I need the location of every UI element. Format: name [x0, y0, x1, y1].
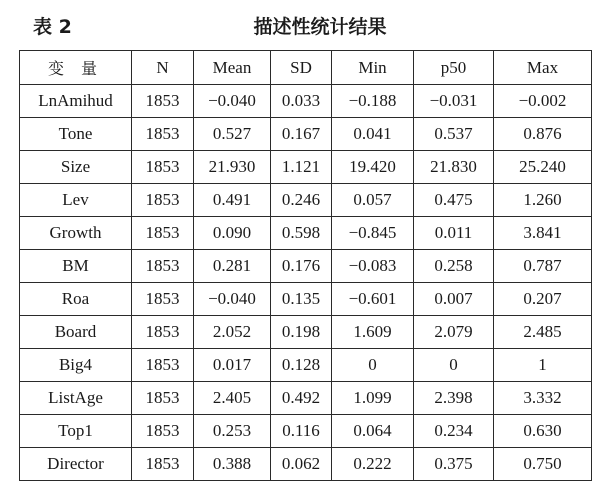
cell-sd: 0.033: [271, 85, 332, 118]
cell-mean: 0.281: [194, 250, 271, 283]
header-sd: SD: [271, 51, 332, 85]
cell-sd: 0.062: [271, 448, 332, 481]
cell-variable: Growth: [20, 217, 132, 250]
cell-p50: 0.375: [414, 448, 494, 481]
cell-sd: 0.198: [271, 316, 332, 349]
cell-sd: 0.128: [271, 349, 332, 382]
cell-max: 0.787: [494, 250, 592, 283]
cell-mean: 0.253: [194, 415, 271, 448]
cell-mean: 0.017: [194, 349, 271, 382]
table-row: [20, 283, 592, 316]
cell-sd: 1.121: [271, 151, 332, 184]
table-row: [20, 118, 592, 151]
table-row: [20, 316, 592, 349]
header-min: Min: [332, 51, 414, 85]
header-mean: Mean: [194, 51, 271, 85]
cell-min: 0.057: [332, 184, 414, 217]
cell-variable: Top1: [20, 415, 132, 448]
header-max: Max: [494, 51, 592, 85]
cell-p50: 2.079: [414, 316, 494, 349]
cell-max: 0.630: [494, 415, 592, 448]
cell-n: 1853: [132, 250, 194, 283]
cell-mean: −0.040: [194, 85, 271, 118]
cell-mean: 2.405: [194, 382, 271, 415]
cell-mean: 0.388: [194, 448, 271, 481]
cell-mean: 21.930: [194, 151, 271, 184]
cell-max: 0.207: [494, 283, 592, 316]
cell-mean: 0.491: [194, 184, 271, 217]
table-title: 描述性统计结果: [253, 16, 387, 38]
cell-max: 2.485: [494, 316, 592, 349]
table-row: [20, 415, 592, 448]
cell-n: 1853: [132, 349, 194, 382]
cell-min: 19.420: [332, 151, 414, 184]
header-n: N: [132, 51, 194, 85]
cell-sd: 0.176: [271, 250, 332, 283]
cell-variable: BM: [20, 250, 132, 283]
cell-min: −0.188: [332, 85, 414, 118]
header-variable: 变 量: [20, 51, 132, 85]
cell-p50: 0.234: [414, 415, 494, 448]
cell-n: 1853: [132, 217, 194, 250]
cell-n: 1853: [132, 382, 194, 415]
descriptive-statistics-table: [19, 50, 592, 481]
cell-max: 3.841: [494, 217, 592, 250]
cell-p50: 0.011: [414, 217, 494, 250]
cell-n: 1853: [132, 283, 194, 316]
cell-p50: 0.258: [414, 250, 494, 283]
cell-mean: −0.040: [194, 283, 271, 316]
cell-min: 1.099: [332, 382, 414, 415]
cell-n: 1853: [132, 151, 194, 184]
table-row: [20, 448, 592, 481]
cell-variable: ListAge: [20, 382, 132, 415]
cell-mean: 0.527: [194, 118, 271, 151]
cell-variable: Size: [20, 151, 132, 184]
cell-sd: 0.598: [271, 217, 332, 250]
table-row: [20, 250, 592, 283]
table-number: 表 2: [33, 16, 72, 38]
cell-max: 3.332: [494, 382, 592, 415]
cell-n: 1853: [132, 118, 194, 151]
table-row: [20, 151, 592, 184]
cell-variable: Director: [20, 448, 132, 481]
cell-p50: 0.475: [414, 184, 494, 217]
cell-min: −0.601: [332, 283, 414, 316]
cell-mean: 2.052: [194, 316, 271, 349]
cell-variable: Board: [20, 316, 132, 349]
cell-min: 0.222: [332, 448, 414, 481]
cell-n: 1853: [132, 415, 194, 448]
cell-max: 1: [494, 349, 592, 382]
cell-variable: Roa: [20, 283, 132, 316]
cell-n: 1853: [132, 448, 194, 481]
cell-min: 0: [332, 349, 414, 382]
cell-max: 0.876: [494, 118, 592, 151]
cell-p50: 0.007: [414, 283, 494, 316]
table-caption: [0, 0, 600, 50]
cell-min: 0.064: [332, 415, 414, 448]
cell-max: 25.240: [494, 151, 592, 184]
cell-variable: LnAmihud: [20, 85, 132, 118]
cell-max: 0.750: [494, 448, 592, 481]
cell-mean: 0.090: [194, 217, 271, 250]
table-row: [20, 85, 592, 118]
header-p50: p50: [414, 51, 494, 85]
cell-sd: 0.492: [271, 382, 332, 415]
cell-sd: 0.167: [271, 118, 332, 151]
table-row: [20, 217, 592, 250]
cell-max: 1.260: [494, 184, 592, 217]
cell-min: 0.041: [332, 118, 414, 151]
header-row: [20, 51, 592, 85]
cell-n: 1853: [132, 316, 194, 349]
cell-sd: 0.246: [271, 184, 332, 217]
cell-sd: 0.135: [271, 283, 332, 316]
cell-variable: Tone: [20, 118, 132, 151]
cell-variable: Big4: [20, 349, 132, 382]
cell-p50: −0.031: [414, 85, 494, 118]
table-row: [20, 184, 592, 217]
table-row: [20, 382, 592, 415]
cell-variable: Lev: [20, 184, 132, 217]
table-body: [20, 85, 592, 481]
cell-n: 1853: [132, 184, 194, 217]
cell-max: −0.002: [494, 85, 592, 118]
cell-min: 1.609: [332, 316, 414, 349]
cell-min: −0.083: [332, 250, 414, 283]
cell-sd: 0.116: [271, 415, 332, 448]
cell-p50: 0: [414, 349, 494, 382]
cell-p50: 21.830: [414, 151, 494, 184]
cell-p50: 0.537: [414, 118, 494, 151]
cell-min: −0.845: [332, 217, 414, 250]
cell-n: 1853: [132, 85, 194, 118]
table-row: [20, 349, 592, 382]
cell-p50: 2.398: [414, 382, 494, 415]
